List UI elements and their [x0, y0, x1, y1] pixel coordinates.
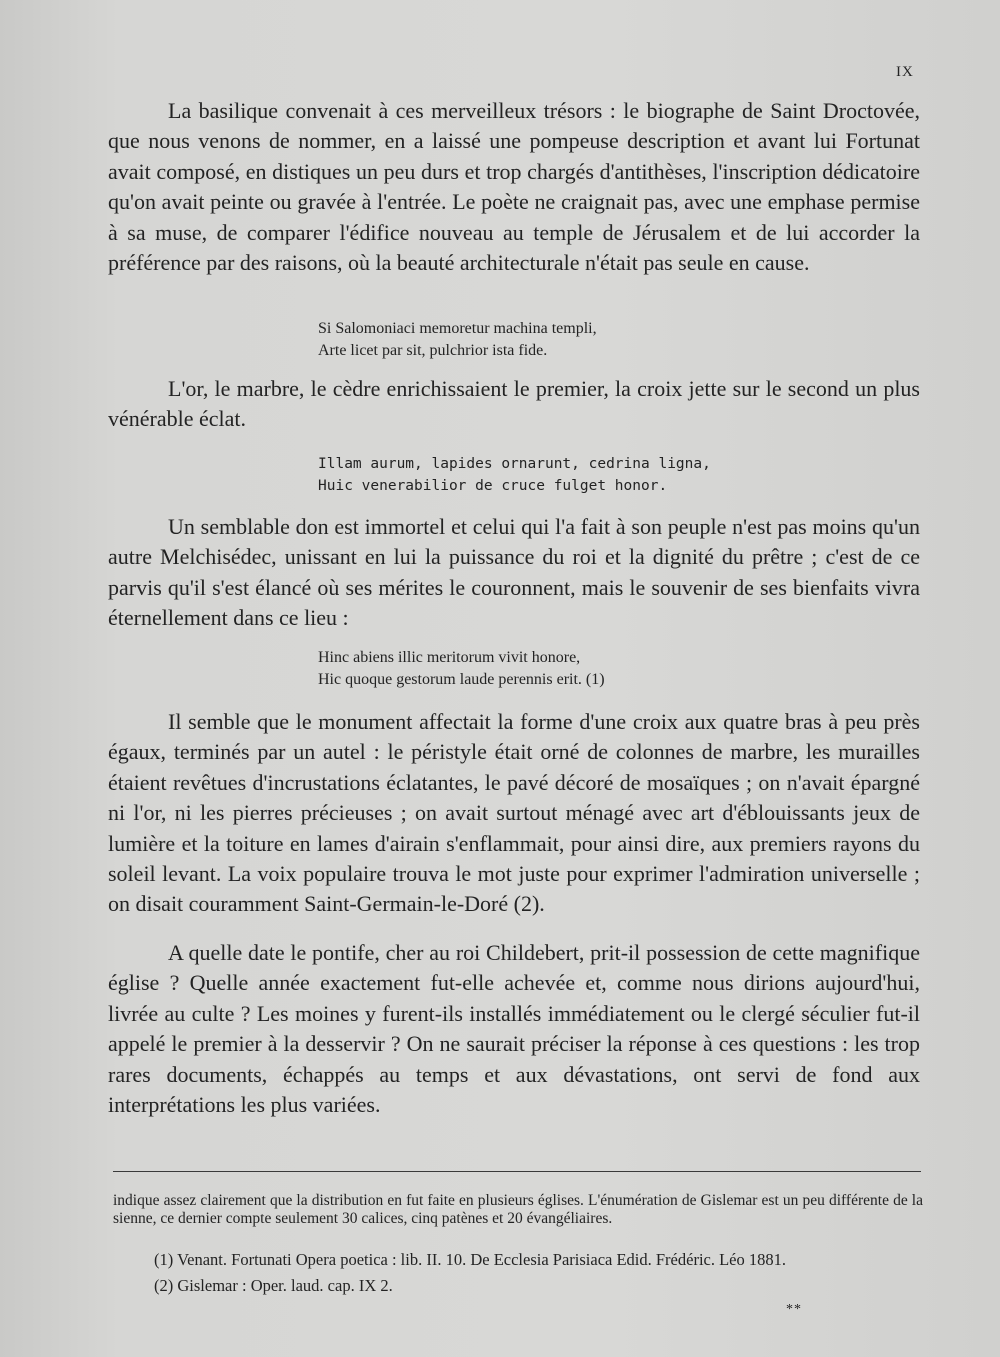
signature-mark: ** — [786, 1302, 802, 1317]
footnote-continuation: indique assez clairement que la distribution en fut faite en plusieurs églises. L'énumération de Gislemar est un peu différente de la sienne, ce dernier compte seulement 30 calices, cinq patènes et 20 évangéliaires. — [113, 1192, 923, 1227]
footnote-text: Venant. Fortunati Opera poetica : lib. II. 10. De Ecclesia Parisiaca Edid. Frédéric. Léo 1881. — [177, 1250, 786, 1269]
verse-block-1 — [318, 318, 597, 362]
verse-line: Si Salomoniaci memoretur machina templi, — [318, 320, 597, 337]
footnote-marker: (2) — [154, 1276, 174, 1295]
paragraph-2: L'or, le marbre, le cèdre enrichissaient le premier, la croix jette sur le second un plus vénérable éclat. — [108, 376, 920, 432]
verse-block-3 — [318, 647, 605, 691]
verse-line: Hinc abiens illic meritorum vivit honore, — [318, 649, 581, 666]
page-number: IX — [896, 64, 914, 80]
footnote-1 — [154, 1250, 786, 1270]
paragraph-5: A quelle date le pontife, cher au roi Childebert, prit-il possession de cette magnifique église ? Quelle année exactement fut-elle achevée et, comme nous dirions aujourd'hui, livrée au culte ? Les moines y furent-ils installés immédiatement ou le clergé séculier fut-il appelé le premier à la desservir ? On ne saurait préciser la réponse à ces questions : les trop rares documents, échappés au temps et aux dévastations, ont servi de fond aux interprétations les plus variées. — [108, 940, 920, 1118]
verse-line: Hic quoque gestorum laude perennis erit. (1) — [318, 671, 605, 688]
paragraph-4: Il semble que le monument affectait la forme d'une croix aux quatre bras à peu près égaux, terminés par un autel : le péristyle était orné de colonnes de marbre, les murailles étaient revêtues d'incrustations éclatantes, le pavé décoré de mosaïques ; on n'avait épargné ni l'or, ni les pierres précieuses ; on avait surtout ménagé avec art d'éblouissants jeux de lumière et la toiture en lames d'airain s'enflammait, pour ainsi dire, aux premiers rayons du soleil levant. La voix populaire trouva le mot juste pour exprimer l'admiration universelle ; on disait couramment Saint-Germain-le-Doré (2). — [108, 709, 920, 917]
paragraph-1: La basilique convenait à ces merveilleux trésors : le biographe de Saint Droctovée, que nous venons de nommer, en a laissé une pompeuse description et avant lui Fortunat avait composé, en distiques un peu durs et trop chargés d'antithèses, l'inscription dédicatoire qu'on avait peinte ou gravée à l'entrée. Le poète ne craignait pas, avec une emphase permise à sa muse, de comparer l'édifice nouveau au temple de Jérusalem et de lui accorder la préférence par des raisons, où la beauté architecturale n'était pas seule en cause. — [108, 98, 920, 276]
verse-line: Huic venerabilior de cruce fulget honor. — [318, 478, 668, 494]
verse-line: Arte licet par sit, pulchrior ista fide. — [318, 342, 548, 359]
footnote-rule — [113, 1171, 921, 1172]
footnote-2 — [154, 1276, 393, 1296]
verse-block-2 — [318, 453, 711, 497]
verse-line: Illam aurum, lapides ornarunt, cedrina ligna, — [318, 456, 711, 472]
footnote-text: Gislemar : Oper. laud. cap. IX 2. — [177, 1276, 393, 1295]
paragraph-3: Un semblable don est immortel et celui qui l'a fait à son peuple n'est pas moins qu'un autre Melchisédec, unissant en lui la puissance du roi et la dignité du prêtre ; c'est de ce parvis qu'il s'est élancé où ses mérites le couronnent, mais le souvenir de ses bienfaits vivra éternellement dans ce lieu : — [108, 514, 920, 631]
footnote-marker: (1) — [154, 1250, 174, 1269]
